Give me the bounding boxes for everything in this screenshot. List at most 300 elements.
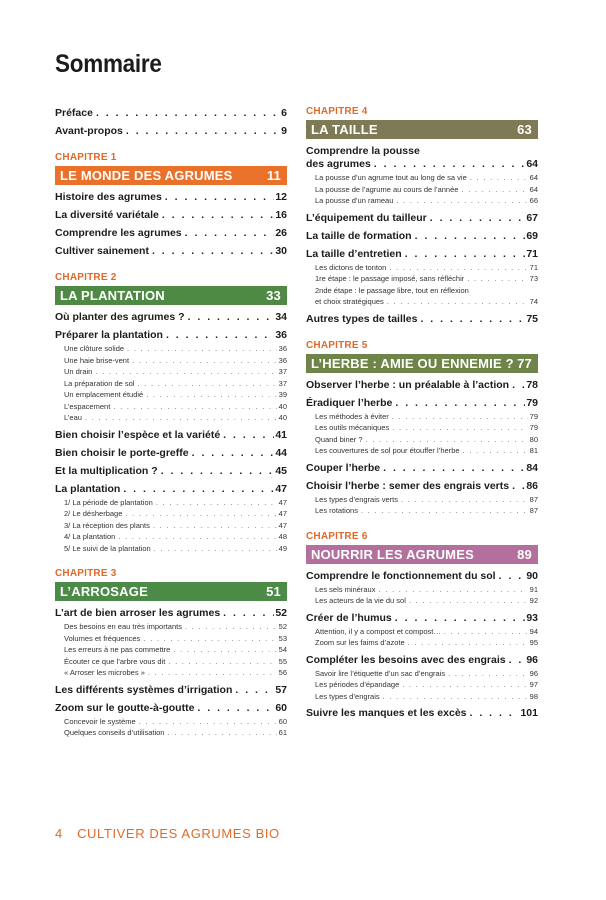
- toc-entry[interactable]: [306, 379, 538, 392]
- toc-entry-row: [55, 209, 287, 222]
- toc-subentry[interactable]: [306, 195, 538, 207]
- toc-entry[interactable]: [55, 607, 287, 679]
- dot-leader: [113, 401, 276, 413]
- dot-leader: [166, 329, 274, 342]
- toc-subentry-title: Les types d’engrais verts: [315, 494, 398, 504]
- toc-subentry[interactable]: [306, 637, 538, 649]
- toc-entry-title: Préparer la plantation: [55, 329, 163, 341]
- chapter-label: CHAPITRE 5: [306, 339, 368, 351]
- dot-leader: [392, 422, 527, 434]
- dot-leader: [396, 195, 527, 207]
- toc-entry-page: 64: [526, 158, 538, 170]
- page-footer: [55, 826, 280, 841]
- toc-subentries: [55, 497, 287, 555]
- toc-subentry-page: 80: [529, 434, 538, 444]
- toc-subentry[interactable]: [55, 401, 287, 413]
- toc-subentry-title: 5/ Le suivi de la plantation: [64, 543, 151, 553]
- chapter-block: [306, 531, 538, 721]
- toc-subentry[interactable]: [55, 378, 287, 390]
- toc-subentry-title: 2/ Le désherbage: [64, 509, 123, 518]
- toc-subentry[interactable]: [55, 412, 287, 424]
- toc-subentry[interactable]: [306, 184, 538, 196]
- toc-subentry[interactable]: [55, 667, 287, 679]
- toc-entry-page: 78: [526, 378, 538, 391]
- toc-subentry-title: La pousse de l’agrume au cours de l’année: [315, 184, 459, 194]
- toc-entry[interactable]: [306, 145, 538, 207]
- toc-subentry-title: Concevoir le système: [64, 716, 136, 726]
- toc-subentry[interactable]: [306, 595, 538, 607]
- toc-subentry[interactable]: [306, 691, 538, 703]
- toc-entry[interactable]: [306, 707, 538, 720]
- toc-entry-row: [306, 612, 538, 625]
- dot-leader: [223, 429, 274, 442]
- toc-subentry-page: 47: [278, 520, 287, 530]
- toc-entry-page: 96: [526, 653, 538, 666]
- toc-entry[interactable]: [55, 311, 287, 324]
- dot-leader: [148, 667, 277, 679]
- toc-subentries: [306, 668, 538, 703]
- toc-entry-row: [55, 465, 287, 478]
- toc-subentry-title: 1/ La période de plantation: [64, 497, 153, 507]
- toc-subentry-page: 36: [278, 355, 287, 365]
- dot-leader: [125, 508, 276, 520]
- toc-entry-row: [306, 462, 538, 475]
- toc-entry-title: L’équipement du tailleur: [306, 211, 427, 224]
- dot-leader: [173, 644, 276, 656]
- toc-subentry[interactable]: [55, 656, 287, 668]
- dot-leader: [470, 172, 528, 184]
- toc-entry-row: [306, 397, 538, 410]
- toc-subentry-page: 47: [278, 497, 287, 507]
- toc-subentry-title: Une clôture solide: [64, 344, 125, 353]
- chapter-title-bar[interactable]: [306, 545, 538, 564]
- dot-leader: [168, 656, 276, 668]
- toc-entry[interactable]: [55, 209, 287, 222]
- toc-subentries: [55, 621, 287, 679]
- toc-entry-page: 84: [526, 461, 538, 474]
- dot-leader: [152, 245, 274, 258]
- dot-leader: [137, 378, 276, 390]
- dot-leader: [156, 497, 277, 509]
- chapter-entries: [306, 145, 538, 326]
- chapter-title-bar[interactable]: [55, 166, 287, 185]
- toc-entry-page: 67: [526, 211, 538, 224]
- toc-subentry-title: Écouter ce que l’arbre vous dit: [64, 656, 166, 666]
- dot-leader: [188, 311, 275, 324]
- toc-entry[interactable]: [306, 397, 538, 457]
- dot-leader: [395, 397, 525, 410]
- toc-entry-row: [55, 191, 287, 204]
- toc-entry-row: [306, 707, 538, 720]
- footer-book-title: CULTIVER DES AGRUMES BIO: [77, 826, 280, 841]
- toc-entry[interactable]: [55, 107, 287, 120]
- chapter-page: 51: [266, 584, 281, 599]
- toc-entry[interactable]: [306, 230, 538, 243]
- dot-leader: [127, 343, 277, 355]
- toc-entry-title: La taille de formation: [306, 229, 412, 242]
- toc-entry-title: Bien choisir l’espèce et la variété: [55, 428, 221, 441]
- toc-subentries: [55, 343, 287, 424]
- toc-subentries: [306, 262, 538, 308]
- toc-subentry[interactable]: [306, 668, 538, 680]
- chapter-block: [306, 106, 538, 326]
- dot-leader: [167, 727, 276, 739]
- toc-entry[interactable]: [55, 429, 287, 442]
- toc-entry-title: Et la multiplication ?: [55, 464, 158, 477]
- dot-leader: [146, 389, 276, 401]
- dot-leader: [408, 637, 528, 649]
- dot-leader: [420, 313, 525, 326]
- toc-subentry[interactable]: [55, 633, 287, 645]
- toc-entry-page: 93: [526, 611, 538, 624]
- toc-subentry[interactable]: [306, 584, 538, 596]
- toc-subentry-page: 55: [278, 656, 287, 666]
- dot-leader: [153, 520, 277, 532]
- dot-leader: [374, 158, 526, 171]
- toc-subentries: [55, 716, 287, 739]
- toc-entry[interactable]: [55, 684, 287, 697]
- chapter-page: 89: [517, 546, 532, 562]
- toc-subentry[interactable]: [55, 727, 287, 739]
- toc-entry[interactable]: [306, 480, 538, 517]
- toc-subentry-page: 97: [529, 680, 538, 689]
- toc-entry[interactable]: [55, 191, 287, 204]
- toc-entry-title: Observer l’herbe : un préalable à l’action: [306, 378, 510, 391]
- toc-subentry-page: 87: [529, 494, 538, 504]
- toc-subentry-title: L’eau: [64, 413, 82, 422]
- toc-entry[interactable]: [306, 612, 538, 649]
- toc-entry-row: [55, 311, 287, 324]
- toc-subentry-title: Un emplacement étudié: [64, 390, 144, 399]
- toc-entry[interactable]: [306, 313, 538, 326]
- toc-entry-row: [306, 313, 538, 326]
- toc-subentry[interactable]: [55, 508, 287, 520]
- toc-subentry[interactable]: [55, 543, 287, 555]
- dot-leader: [430, 212, 526, 225]
- toc-subentry-page: 40: [278, 413, 287, 422]
- toc-entry[interactable]: [55, 483, 287, 555]
- toc-subentry-page: 96: [529, 668, 538, 678]
- dot-leader: [95, 366, 276, 378]
- dot-leader: [383, 462, 525, 475]
- toc-subentry-title: « Arroser les microbes »: [64, 668, 145, 677]
- dot-leader: [509, 654, 526, 667]
- toc-entry-title: Comprendre les agrumes: [55, 227, 182, 239]
- toc-subentry[interactable]: [55, 520, 287, 532]
- toc-subentry-title: Les erreurs à ne pas commettre: [64, 645, 171, 654]
- toc-subentry-title: Attention, il y a compost et compost…: [315, 626, 441, 636]
- toc-subentry[interactable]: [306, 262, 538, 274]
- dot-leader: [512, 379, 525, 392]
- toc-entry-title: Compléter les besoins avec des engrais: [306, 653, 506, 666]
- dot-leader: [415, 230, 526, 243]
- chapter-page: 11: [266, 168, 281, 183]
- toc-entry-row: [306, 654, 538, 667]
- toc-subentry[interactable]: [306, 505, 538, 517]
- toc-subentry-title: Les sels minéraux: [315, 584, 376, 594]
- dot-leader: [470, 707, 520, 720]
- toc-left-column: [55, 107, 287, 744]
- toc-subentry[interactable]: [306, 434, 538, 446]
- toc-entry-row: [55, 702, 287, 715]
- toc-subentry[interactable]: [306, 411, 538, 423]
- toc-subentry-page: 47: [278, 509, 287, 518]
- toc-entry-page: 60: [275, 701, 287, 714]
- toc-subentries: [306, 494, 538, 517]
- toc-subentry-title: Des besoins en eau très importants: [64, 622, 182, 631]
- toc-entry-row: [55, 329, 287, 342]
- dot-leader: [401, 494, 528, 506]
- toc-entry-page: 79: [526, 396, 538, 409]
- toc-subentry-title: Les dictons de tonton: [315, 262, 387, 272]
- toc-subentries: [306, 172, 538, 207]
- dot-leader: [366, 434, 528, 446]
- toc-subentry-page: 79: [529, 411, 538, 421]
- toc-entry[interactable]: [55, 125, 287, 138]
- toc-subentry[interactable]: [55, 644, 287, 656]
- toc-subentry[interactable]: [55, 389, 287, 401]
- toc-entry-page: 16: [275, 209, 287, 221]
- toc-subentry-page: 53: [278, 633, 287, 643]
- toc-subentry-title: Une haie brise-vent: [64, 355, 130, 365]
- toc-entry-title: Couper l’herbe: [306, 461, 381, 474]
- toc-subentry-page: 66: [529, 196, 538, 205]
- chapter-entries: [306, 570, 538, 721]
- toc-subentry-title: Les outils mécaniques: [315, 423, 390, 432]
- toc-subentry-title: La pousse d’un agrume tout au long de sa vie: [315, 173, 467, 182]
- toc-entry-title: Avant-propos: [55, 125, 123, 137]
- dot-leader: [405, 248, 526, 261]
- chapter-title-bar[interactable]: [55, 286, 287, 305]
- toc-subentry-title: Les méthodes à éviter: [315, 411, 389, 421]
- dot-leader: [463, 445, 528, 457]
- toc-subentry[interactable]: [306, 445, 538, 457]
- toc-subentry-title: Les acteurs de la vie du sol: [315, 596, 406, 605]
- dot-leader: [448, 668, 528, 680]
- toc-entry-row: [306, 379, 538, 392]
- toc-subentry[interactable]: [306, 296, 538, 308]
- chapter-block: [55, 568, 287, 739]
- toc-entry[interactable]: [306, 212, 538, 225]
- dot-leader: [387, 296, 528, 308]
- toc-subentries: [306, 411, 538, 457]
- toc-entry-title: L’art de bien arroser les agrumes: [55, 607, 221, 619]
- dot-leader: [118, 531, 276, 543]
- chapter-page: 33: [266, 288, 281, 303]
- toc-entry-page: 69: [526, 229, 538, 242]
- toc-entry-page: 47: [275, 482, 287, 495]
- chapter-title: LA TAILLE: [311, 122, 378, 137]
- toc-right-column: [306, 106, 538, 725]
- dot-leader: [143, 633, 276, 645]
- toc-subentry-page: 61: [278, 728, 287, 737]
- toc-entry-page: 86: [526, 479, 538, 492]
- chapter-title: L’HERBE : AMIE OU ENNEMIE ?: [311, 355, 514, 371]
- toc-subentry-page: 94: [529, 626, 538, 636]
- toc-entry[interactable]: [55, 447, 287, 460]
- toc-subentry-title: La pousse d’un rameau: [315, 196, 394, 205]
- chapter-entries: [55, 311, 287, 554]
- toc-entry-title: Bien choisir le porte-greffe: [55, 446, 189, 459]
- toc-subentry[interactable]: [306, 679, 538, 691]
- toc-subentry[interactable]: [55, 355, 287, 367]
- dot-leader: [392, 411, 528, 423]
- toc-subentry[interactable]: [55, 366, 287, 378]
- chapter-title: LE MONDE DES AGRUMES: [60, 168, 233, 183]
- footer-page-number: 4: [55, 826, 63, 841]
- dot-leader: [185, 621, 277, 633]
- chapter-title-bar[interactable]: [306, 354, 538, 373]
- toc-subentry-title: Un drain: [64, 367, 93, 376]
- toc-entry-row: [55, 483, 287, 496]
- toc-subentry-page: 91: [529, 584, 538, 594]
- toc-subentry-page: 95: [529, 638, 538, 647]
- toc-entry[interactable]: [306, 462, 538, 475]
- dot-leader: [378, 584, 527, 596]
- toc-entry-title: Histoire des agrumes: [55, 191, 162, 203]
- toc-subentries: [306, 584, 538, 607]
- toc-subentries: [306, 626, 538, 649]
- toc-entry-title: La taille d’entretien: [306, 247, 402, 260]
- toc-subentry-page: 56: [278, 668, 287, 677]
- chapter-title-bar[interactable]: [306, 120, 538, 139]
- chapter-label: CHAPITRE 6: [306, 530, 368, 542]
- toc-subentry-title: La préparation de sol: [64, 378, 135, 388]
- toc-entry-row: [55, 107, 287, 120]
- chapter-block: [55, 272, 287, 554]
- toc-entry-page: 9: [281, 125, 287, 137]
- toc-entry-row: [306, 570, 538, 583]
- toc-subentry-title-line: 2nde étape : le passage libre, tout en réflexion: [315, 285, 469, 295]
- toc-entry-title: Cultiver sainement: [55, 245, 149, 257]
- toc-subentry-title: Les rotations: [315, 506, 358, 515]
- dot-leader: [444, 626, 528, 638]
- toc-entry-row: [55, 245, 287, 258]
- toc-subentry[interactable]: [55, 621, 287, 633]
- toc-subentry-page: 39: [278, 390, 287, 399]
- toc-subentry[interactable]: [306, 422, 538, 434]
- dot-leader: [85, 412, 277, 424]
- toc-entry-title: Comprendre le fonctionnement du sol: [306, 569, 496, 582]
- chapter-title: L’ARROSAGE: [60, 584, 148, 599]
- chapter-entries: [306, 379, 538, 517]
- toc-entry-row: [306, 230, 538, 243]
- toc-entry[interactable]: [306, 570, 538, 607]
- toc-entry-title: La plantation: [55, 482, 121, 495]
- toc-subentry[interactable]: [55, 531, 287, 543]
- toc-entry-row: [306, 212, 538, 225]
- dot-leader: [165, 191, 275, 204]
- toc-entry-row: [55, 227, 287, 240]
- toc-entry-title: Zoom sur le goutte-à-goutte: [55, 701, 195, 714]
- chapter-label: CHAPITRE 3: [55, 568, 117, 579]
- toc-entry[interactable]: [55, 245, 287, 258]
- toc-subentry-title: Zoom sur les faims d’azote: [315, 638, 405, 647]
- chapter-entries: [55, 191, 287, 258]
- dot-leader: [461, 184, 527, 196]
- toc-subentry-page: 98: [529, 691, 538, 701]
- toc-entry-title: Créer de l’humus: [306, 611, 392, 624]
- dot-leader: [389, 262, 527, 274]
- toc-subentry-page: 48: [278, 532, 287, 541]
- chapter-entries: [55, 607, 287, 739]
- toc-entry-title: Suivre les manques et les excès: [306, 707, 467, 719]
- toc-subentry-title: 1re étape : le passage imposé, sans réfléchir: [315, 274, 465, 283]
- toc-subentry-title: L’espacement: [64, 401, 111, 411]
- dot-leader: [383, 691, 528, 703]
- toc-entry-title: Autres types de tailles: [306, 312, 418, 325]
- toc-entry-title: Préface: [55, 107, 93, 119]
- toc-subentry-page: 87: [529, 506, 538, 515]
- chapter-title: LA PLANTATION: [60, 288, 165, 303]
- toc-entry[interactable]: [306, 248, 538, 308]
- toc-entry-page: 34: [275, 311, 287, 323]
- toc-subentry-page: 36: [278, 344, 287, 353]
- toc-entry-page: 75: [526, 312, 538, 325]
- toc-subentry[interactable]: [55, 343, 287, 355]
- toc-entry-page: 90: [526, 569, 538, 582]
- dot-leader: [185, 227, 275, 240]
- toc-entry[interactable]: [55, 227, 287, 240]
- chapter-page: 77: [517, 355, 532, 371]
- toc-subentry-page: 71: [529, 262, 538, 272]
- toc-entry-title: Choisir l’herbe : semer des engrais verts: [306, 479, 510, 492]
- page-title: Sommaire: [55, 50, 162, 78]
- dot-leader: [132, 355, 277, 367]
- toc-subentry-page: 79: [529, 423, 538, 432]
- toc-subentry-page: 52: [278, 622, 287, 631]
- toc-entry[interactable]: [306, 654, 538, 703]
- toc-subentry-title: 3/ La réception des plants: [64, 520, 150, 530]
- toc-subentry[interactable]: [306, 626, 538, 638]
- toc-entry-page: 45: [275, 464, 287, 477]
- dot-leader: [512, 480, 525, 493]
- dot-leader: [499, 570, 526, 583]
- toc-subentry[interactable]: [306, 273, 538, 285]
- toc-entry-page: 71: [526, 247, 538, 260]
- toc-entry[interactable]: [55, 329, 287, 424]
- toc-entry[interactable]: [55, 702, 287, 739]
- dot-leader: [162, 209, 274, 222]
- toc-entry-page: 6: [281, 107, 287, 119]
- chapter-block: [306, 340, 538, 517]
- toc-entry[interactable]: [55, 465, 287, 478]
- toc-subentry-title: et choix stratégiques: [315, 297, 384, 306]
- dot-leader: [467, 273, 527, 285]
- chapter-title-bar[interactable]: [55, 582, 287, 601]
- toc-subentry-title: Les périodes d’épandage: [315, 680, 400, 689]
- toc-subentry[interactable]: [306, 494, 538, 506]
- toc-subentry-title: Les types d’engrais: [315, 691, 380, 701]
- dot-leader: [409, 595, 528, 607]
- toc-subentry-title: 4/ La plantation: [64, 532, 116, 541]
- toc-entry-row: [55, 429, 287, 442]
- toc-entry-row: [55, 125, 287, 138]
- toc-subentry[interactable]: [306, 172, 538, 184]
- toc-subentry-title: Les couvertures de sol pour étouffer l’herbe: [315, 446, 460, 455]
- toc-subentry[interactable]: [55, 716, 287, 728]
- toc-subentry-title: Savoir lire l’étiquette d’un sac d’engrais: [315, 668, 446, 678]
- toc-entry-page: 36: [275, 329, 287, 341]
- chapter-label: CHAPITRE 2: [55, 272, 117, 283]
- toc-subentry-page: 73: [529, 274, 538, 283]
- toc-subentry-page: 49: [278, 543, 287, 553]
- toc-subentry[interactable]: [55, 497, 287, 509]
- toc-subentry-title: Quand biner ?: [315, 434, 363, 444]
- dot-leader: [361, 505, 528, 517]
- toc-subentry-page: 60: [278, 716, 287, 726]
- toc-subentry-page: 92: [529, 596, 538, 605]
